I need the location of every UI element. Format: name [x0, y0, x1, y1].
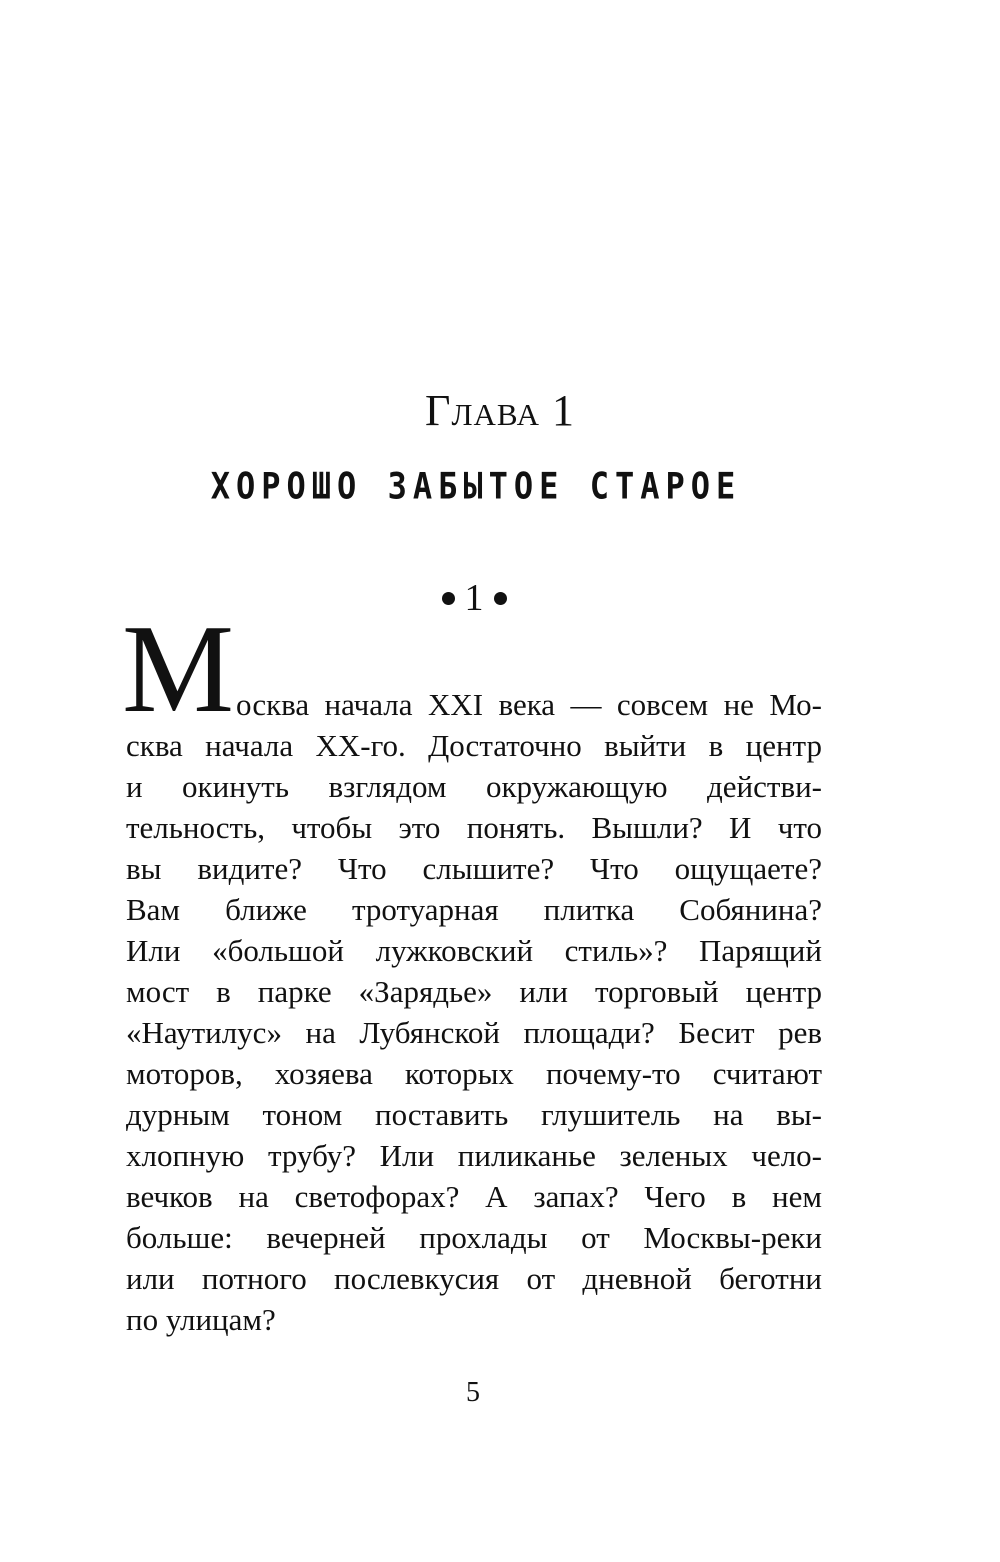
text-line: дурным тоном поставить глушитель на вы-	[126, 1097, 822, 1132]
text-line: моторов, хозяева которых почему-то считают	[126, 1056, 822, 1091]
chapter-label: Глава 1	[425, 386, 575, 435]
body-paragraph	[122, 600, 822, 1340]
bullet-dot-left-icon	[442, 592, 455, 605]
page-number: 5	[466, 1377, 480, 1408]
text-line: осква начала XXI века — совсем не Мо-	[236, 687, 822, 722]
text-line: «Наутилус» на Лубянской площади? Бесит рев	[126, 1015, 822, 1050]
text-line: вечков на светофорах? А запах? Чего в нем	[126, 1179, 822, 1214]
text-line: тельность, чтобы это понять. Вышли? И что	[126, 810, 822, 845]
text-line: или потного послевкусия от дневной беготни	[126, 1261, 822, 1296]
text-line: по улицам?	[126, 1302, 276, 1337]
chapter-title: ХОРОШО ЗАБЫТОЕ СТАРОЕ	[210, 464, 742, 508]
text-line: Или «большой лужковский стиль»? Парящий	[126, 933, 822, 968]
text-line: и окинуть взглядом окружающую действи-	[126, 769, 822, 804]
drop-cap: М	[122, 600, 235, 739]
text-line: сква начала XX-го. Достаточно выйти в центр	[126, 728, 822, 763]
text-line: больше: вечерней прохлады от Москвы-реки	[126, 1220, 822, 1255]
text-line: Вам ближе тротуарная плитка Собянина?	[126, 892, 822, 927]
section-number: 1	[464, 577, 484, 619]
bullet-dot-right-icon	[494, 592, 507, 605]
text-line: вы видите? Что слышите? Что ощущаете?	[126, 851, 822, 886]
text-line: мост в парке «Зарядье» или торговый центр	[126, 974, 822, 1009]
text-line: хлопную трубу? Или пиликанье зеленых чело-	[126, 1138, 822, 1173]
